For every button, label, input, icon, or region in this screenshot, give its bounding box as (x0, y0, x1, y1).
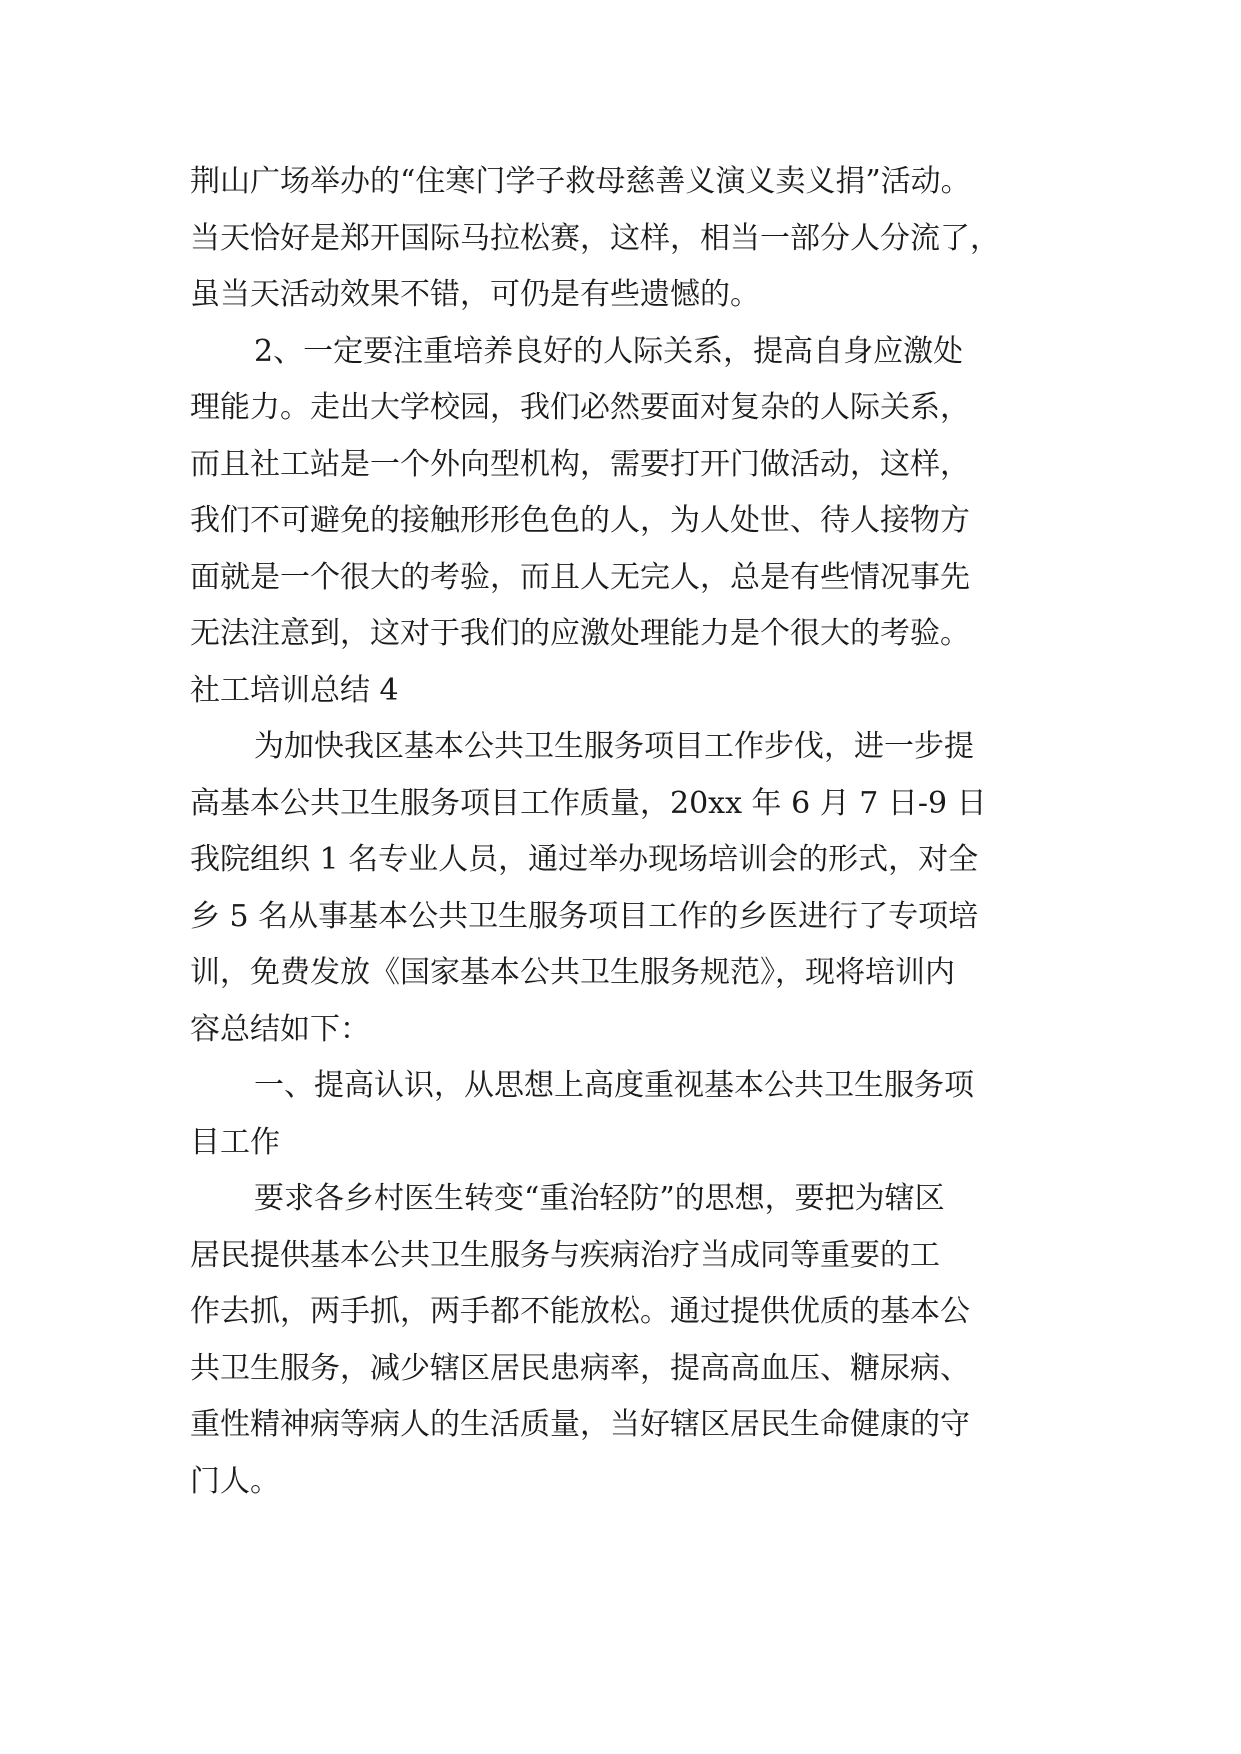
text-line: 而且社工站是一个外向型机构，需要打开门做活动，这样， (190, 446, 970, 482)
text-line: 我们不可避免的接触形形色色的人，为人处世、待人接物方 (190, 503, 970, 538)
text-line: 作去抓，两手抓，两手都不能放松。通过提供优质的基本公 (190, 1294, 970, 1329)
text-line: 荆山广场举办的“住寒门学子救母慈善义演义卖义捐”活动。 (190, 164, 971, 199)
text-line: 要求各乡村医生转变“重治轻防”的思想，要把为辖区 (254, 1181, 945, 1216)
text-line: 当天恰好是郑开国际马拉松赛，这样，相当一部分人分流了， (190, 220, 1000, 256)
text-line: 理能力。走出大学校园，我们必然要面对复杂的人际关系， (190, 390, 970, 425)
text-line: 我院组织 1 名专业人员，通过举办现场培训会的形式，对全 (190, 842, 979, 877)
document-body (190, 154, 1070, 1510)
text-line: 为加快我区基本公共卫生服务项目工作步伐，进一步提 (254, 729, 974, 764)
text-line: 居民提供基本公共卫生服务与疾病治疗当成同等重要的工 (190, 1237, 940, 1273)
text-line: 社工培训总结 4 (190, 672, 399, 708)
text-line: 无法注意到，这对于我们的应激处理能力是个很大的考验。 (190, 616, 970, 651)
text-line: 一、提高认识，从思想上高度重视基本公共卫生服务项 (254, 1068, 974, 1103)
text-line: 容总结如下： (190, 1011, 370, 1047)
text-line: 门人。 (190, 1463, 280, 1499)
text-line: 目工作 (190, 1124, 280, 1160)
text-line: 训，免费发放《国家基本公共卫生服务规范》，现将培训内 (190, 955, 955, 990)
text-line: 高基本公共卫生服务项目工作质量，20xx 年 6 月 7 日-9 日 (190, 785, 987, 821)
text-line: 虽当天活动效果不错，可仍是有些遗憾的。 (190, 277, 760, 312)
text-line: 2、一定要注重培养良好的人际关系，提高自身应激处 (254, 333, 964, 369)
text-line: 乡 5 名从事基本公共卫生服务项目工作的乡医进行了专项培 (190, 898, 979, 934)
text-line: 重性精神病等病人的生活质量，当好辖区居民生命健康的守 (190, 1407, 970, 1442)
text-line: 面就是一个很大的考验，而且人无完人，总是有些情况事先 (190, 559, 970, 595)
text-line: 共卫生服务，减少辖区居民患病率，提高高血压、糖尿病、 (190, 1350, 970, 1386)
